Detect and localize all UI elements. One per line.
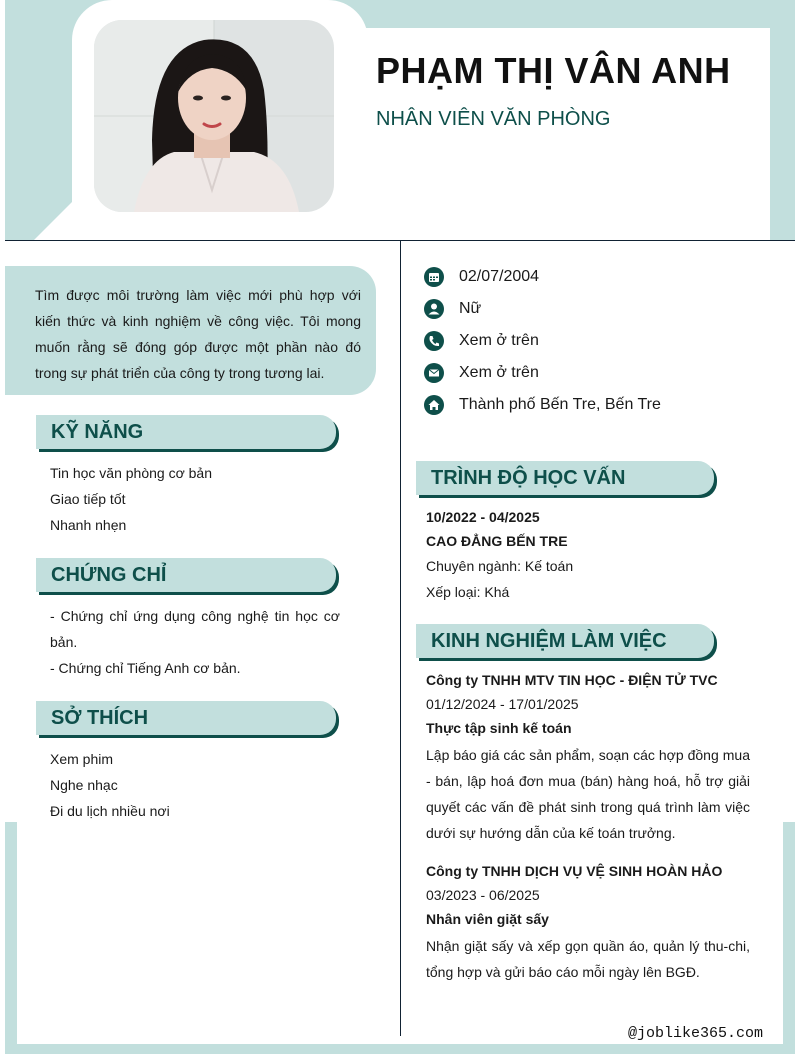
- experience-entry: [426, 668, 750, 846]
- education-period: 10/2022 - 04/2025: [426, 509, 540, 525]
- candidate-name: PHẠM THỊ VÂN ANH: [376, 50, 731, 91]
- experience-company: Công ty TNHH DỊCH VỤ VỆ SINH HOÀN HẢO: [426, 863, 723, 879]
- list-item: Đi du lịch nhiều nơi: [50, 803, 170, 819]
- education-school: CAO ĐẲNG BẾN TRE: [426, 533, 568, 549]
- skills-list: [50, 460, 212, 538]
- contact-email-text: Xem ở trên: [459, 364, 539, 381]
- experience-period: 01/12/2024 - 17/01/2025: [426, 696, 579, 712]
- skills-heading-label: KỸ NĂNG: [51, 421, 144, 443]
- candidate-title: NHÂN VIÊN VĂN PHÒNG: [376, 108, 611, 130]
- certificates-heading-label: CHỨNG CHỈ: [51, 564, 167, 586]
- contact-birthday-text: 02/07/2004: [459, 268, 540, 285]
- objective-text: Tìm được môi trường làm việc mới phù hợp với kiến thức và kinh nghiệm về công việc. Tôi mong muốn rằng sẽ đóng góp được một phần nào đó trong sự phát triển của công ty trong tương lai.: [35, 287, 361, 381]
- frame-left-band: [5, 822, 17, 1054]
- hobbies-heading: [36, 701, 336, 735]
- certificates-list: [50, 603, 340, 681]
- experience-entry: [426, 859, 750, 985]
- education-heading-label: TRÌNH ĐỘ HỌC VẤN: [431, 467, 626, 489]
- profile-photo: [94, 20, 334, 212]
- hobbies-list: [50, 746, 170, 824]
- person-icon: [424, 299, 444, 319]
- experience-description: Nhận giặt sấy và xếp gọn quần áo, quản lý thu-chi, tổng hợp và gửi báo cáo mỗi ngày lên BGĐ.: [426, 938, 750, 980]
- photo-frame-corner: [34, 198, 76, 240]
- list-item: - Chứng chỉ Tiếng Anh cơ bản.: [50, 660, 241, 676]
- phone-icon: [424, 331, 444, 351]
- hobbies-heading-label: SỞ THÍCH: [51, 707, 149, 729]
- experience-description: Lập báo giá các sản phẩm, soạn các hợp đồng mua - bán, lập hoá đơn mua (bán) hàng hoá, hỗ trợ giải quyết các vấn đề phát sinh trong quá trình làm việc dưới sự hướng dẫn của kế toán trưởng.: [426, 747, 750, 841]
- list-item: Giao tiếp tốt: [50, 491, 126, 507]
- list-item: - Chứng chỉ ứng dụng công nghệ tin học cơ bản.: [50, 608, 340, 650]
- contact-gender-text: Nữ: [459, 300, 482, 317]
- education-major: Chuyên ngành: Kế toán: [426, 558, 574, 574]
- calendar-icon: [424, 267, 444, 287]
- list-item: Nhanh nhẹn: [50, 517, 127, 533]
- experience-company: Công ty TNHH MTV TIN HỌC - ĐIỆN TỬ TVC: [426, 672, 718, 688]
- list-item: Xem phim: [50, 751, 114, 767]
- home-icon: [424, 395, 444, 415]
- education-grade: Xếp loại: Khá: [426, 584, 510, 600]
- objective-panel: [5, 266, 376, 395]
- list-item: Nghe nhạc: [50, 777, 118, 793]
- frame-right-band: [783, 822, 795, 1054]
- experience-heading-label: KINH NGHIỆM LÀM VIỆC: [431, 630, 667, 652]
- column-divider: [400, 241, 401, 1036]
- list-item: Tin học văn phòng cơ bản: [50, 465, 212, 481]
- experience-heading: [416, 624, 714, 658]
- education-entry: [426, 505, 573, 605]
- mail-icon: [424, 363, 444, 383]
- experience-period: 03/2023 - 06/2025: [426, 887, 540, 903]
- contact-phone-text: Xem ở trên: [459, 332, 539, 349]
- frame-bottom-band: [5, 1044, 795, 1054]
- certificates-heading: [36, 558, 336, 592]
- skills-heading: [36, 415, 336, 449]
- contact-address-text: Thành phố Bến Tre, Bến Tre: [459, 396, 661, 413]
- watermark: @joblike365.com: [628, 1025, 764, 1042]
- experience-position: Thực tập sinh kế toán: [426, 720, 572, 736]
- experience-position: Nhân viên giặt sấy: [426, 911, 549, 927]
- education-heading: [416, 461, 714, 495]
